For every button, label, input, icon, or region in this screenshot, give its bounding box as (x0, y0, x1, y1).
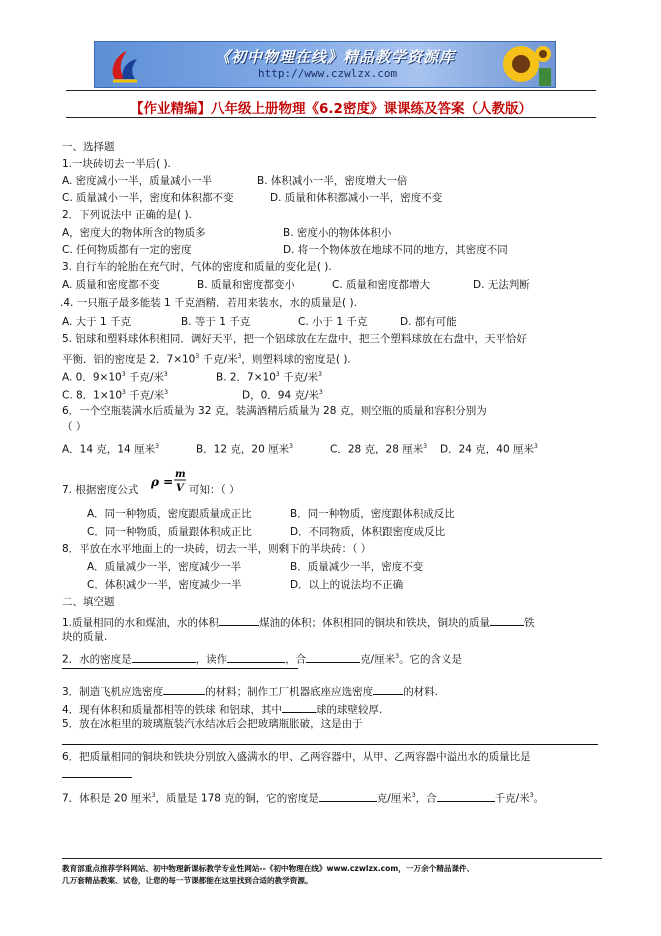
formula-v: V (176, 483, 184, 494)
header-rule (66, 90, 596, 91)
q3-option-b: B. 质量和密度都变小 (197, 279, 295, 291)
q5-option-a: A. 0．$9\times 10^3$ 千克/米$^3$ (62, 371, 168, 384)
q6-option-a: A．14 克，14 厘米$^3$ (62, 443, 159, 456)
q1-option-a: A. 密度减小一半，质量减小一半 (62, 175, 213, 187)
fill-1-blank-2[interactable] (490, 614, 524, 626)
q3-option-c: C. 质量和密度都增大 (332, 279, 431, 291)
q2-option-d: D. 将一个物体放在地球不同的地方，其密度不同 (283, 244, 508, 256)
title-rule (66, 117, 596, 118)
q5-option-d: D，0．94 克/米$^3$ (242, 389, 323, 402)
q8-stem: 8．平放在水平地面上的一块砖，切去一半，则剩下的半块砖：（ ） (62, 543, 372, 555)
q6-option-b: B．12 克，20 厘米$^3$ (196, 443, 293, 456)
fill-6-blank-1[interactable] (62, 766, 132, 778)
fill-7: 7．体积是 20 厘米$^3$，质量是 178 克的铜，它的密度是 克/厘米$^3$，合 千克/米$^3$。 (62, 789, 544, 806)
q4-stem: .4. 一只瓶子最多能装 1 千克酒精．若用来装水，水的质量是( ). (60, 297, 357, 309)
q5-option-c: C. 8．$1\times 10^3$ 千克/米$^3$ (62, 389, 169, 402)
banner-title: 《初中物理在线》精品教学资源库 (215, 48, 456, 66)
q3-stem: 3. 自行车的轮胎在充气时，气体的密度和质量的变化是( ). (62, 261, 332, 273)
q5-option-b: B. 2．$7\times 10^3$ 千克/米$^3$ (216, 371, 322, 384)
q6-stem-line2: （ ） (62, 421, 87, 433)
footer-rule (62, 858, 602, 859)
q4-option-b: B. 等于 1 千克 (181, 316, 251, 328)
footer-line-1: 教育部重点推荐学科网站、初中物理新课标教学专业性网站--《初中物理在线》www.czwlzx.com，一万余个精品课件、 (62, 864, 475, 873)
section-choice: 一、选择题 (62, 141, 115, 153)
q2-option-c: C. 任何物质都有一定的密度 (62, 244, 192, 256)
q4-option-c: C. 小于 1 千克 (298, 316, 368, 328)
fill-5: 5．放在冰柜里的玻璃瓶装汽水结冰后会把玻璃瓶胀破，这是由于 (62, 718, 363, 730)
fill-7-blank-2[interactable] (437, 790, 495, 802)
q4-option-d: D. 都有可能 (400, 316, 457, 328)
sunflower-icon (499, 44, 551, 86)
q1-option-b: B. 体积减小一半，密度增大一倍 (257, 175, 408, 187)
fill-1-blank-1[interactable] (219, 614, 259, 626)
fill-3: 3．制造飞机应选密度 的材料；制作工厂机器底座应选密度 的材料. (62, 683, 438, 699)
q7-stem: 7. 根据密度公式 (62, 484, 139, 496)
q7-option-d: D．不同物质，体积跟密度成反比 (290, 526, 446, 538)
fill-7-blank-1[interactable] (319, 790, 377, 802)
banner-url[interactable]: http://www.czwlzx.com (258, 67, 398, 80)
footer-line-2: 几万套精品教案、试卷，让您的每一节课都能在这里找到合适的教学资源。 (62, 876, 313, 885)
q1-option-d: D. 质量和体积都减小一半，密度不变 (270, 192, 443, 204)
q4-option-a: A. 大于 1 千克 (62, 316, 132, 328)
q3-option-a: A. 质量和密度都不变 (62, 279, 160, 291)
fill-3-blank-2[interactable] (373, 683, 403, 695)
q6-option-c: C．28 克，28 厘米$^3$ (330, 443, 428, 456)
q2-option-b: B. 密度小的物体体积小 (283, 227, 392, 239)
page-footer (62, 863, 602, 887)
fill-4: 4．现有体积和质量都相等的铁球 和铝球，其中 球的球壁较厚. (62, 701, 382, 717)
q8-option-d: D．以上的说法均不正确 (290, 579, 404, 591)
q2-stem: 2．下列说法中 正确的是( ). (62, 209, 192, 221)
header-banner (94, 41, 556, 88)
fill-2-blank-4[interactable] (62, 657, 298, 669)
q7-option-b: B．同一种物质，密度跟体积成反比 (290, 508, 455, 520)
q8-option-c: C．体积减少一半，密度减少一半 (87, 579, 242, 591)
page-title: 【作业精编】八年级上册物理《6.2密度》课课练及答案（人教版） (130, 101, 532, 117)
q1-stem: 1.一块砖切去一半后( ). (62, 158, 171, 170)
q6-stem-line1: 6．一个空瓶装满水后质量为 32 克，装满酒精后质量为 28 克，则空瓶的质量和容积分别为 (62, 405, 487, 417)
section-fill: 二、填空题 (62, 596, 115, 608)
fill-6: 6．把质量相同的铜块和铁块分别放入盛满水的甲、乙两容器中，从甲、乙两容器中溢出水的质量比是 (62, 751, 531, 763)
q5-stem-line1: 5. 铝球和塑料球体积相同．调好天平，把一个铝球放在左盘中，把三个塑料球放在右盘中，天平恰好 (62, 333, 527, 345)
q5-stem-line2: 平衡．铝的密度是 2．$7\times 10^3$ 千克/米$^3$，则塑料球的密度是( ). (62, 353, 351, 366)
fill-2-blank-3[interactable] (306, 651, 360, 663)
fill-1: 1.质量相同的水和煤油，水的体积 煤油的体积；体积相同的铜块和铁块，铜块的质量 铁 (62, 614, 535, 630)
q8-option-a: A．质量减少一半，密度减少一半 (87, 561, 242, 573)
site-logo-icon (103, 45, 143, 85)
q2-option-a: A，密度大的物体所含的物质多 (62, 227, 206, 239)
formula-rho: ρ = (151, 475, 174, 489)
fill-4-blank-1[interactable] (282, 701, 316, 713)
q7-option-a: A．同一种物质，密度跟质量成正比 (87, 508, 252, 520)
q3-option-d: D. 无法判断 (473, 279, 530, 291)
fill-1-cont: 块的质量. (62, 631, 108, 643)
fill-3-blank-1[interactable] (163, 683, 205, 695)
q7-option-c: C．同一种物质，质量跟体积成正比 (87, 526, 252, 538)
fill-5-blank-1[interactable] (62, 733, 598, 745)
formula-m: m (175, 469, 186, 480)
q6-option-d: D．24 克，40 厘米$^3$ (440, 443, 538, 456)
q7-stem-post: 可知：（ ） (189, 484, 240, 496)
density-formula (150, 466, 190, 496)
fill-2: 2．水的密度是 ，读作 ，合 克/厘米$^3$。它的含义是 (62, 650, 462, 667)
q1-option-c: C. 质量减小一半，密度和体积都不变 (62, 192, 234, 204)
q8-option-b: B．质量减少一半，密度不变 (290, 561, 424, 573)
